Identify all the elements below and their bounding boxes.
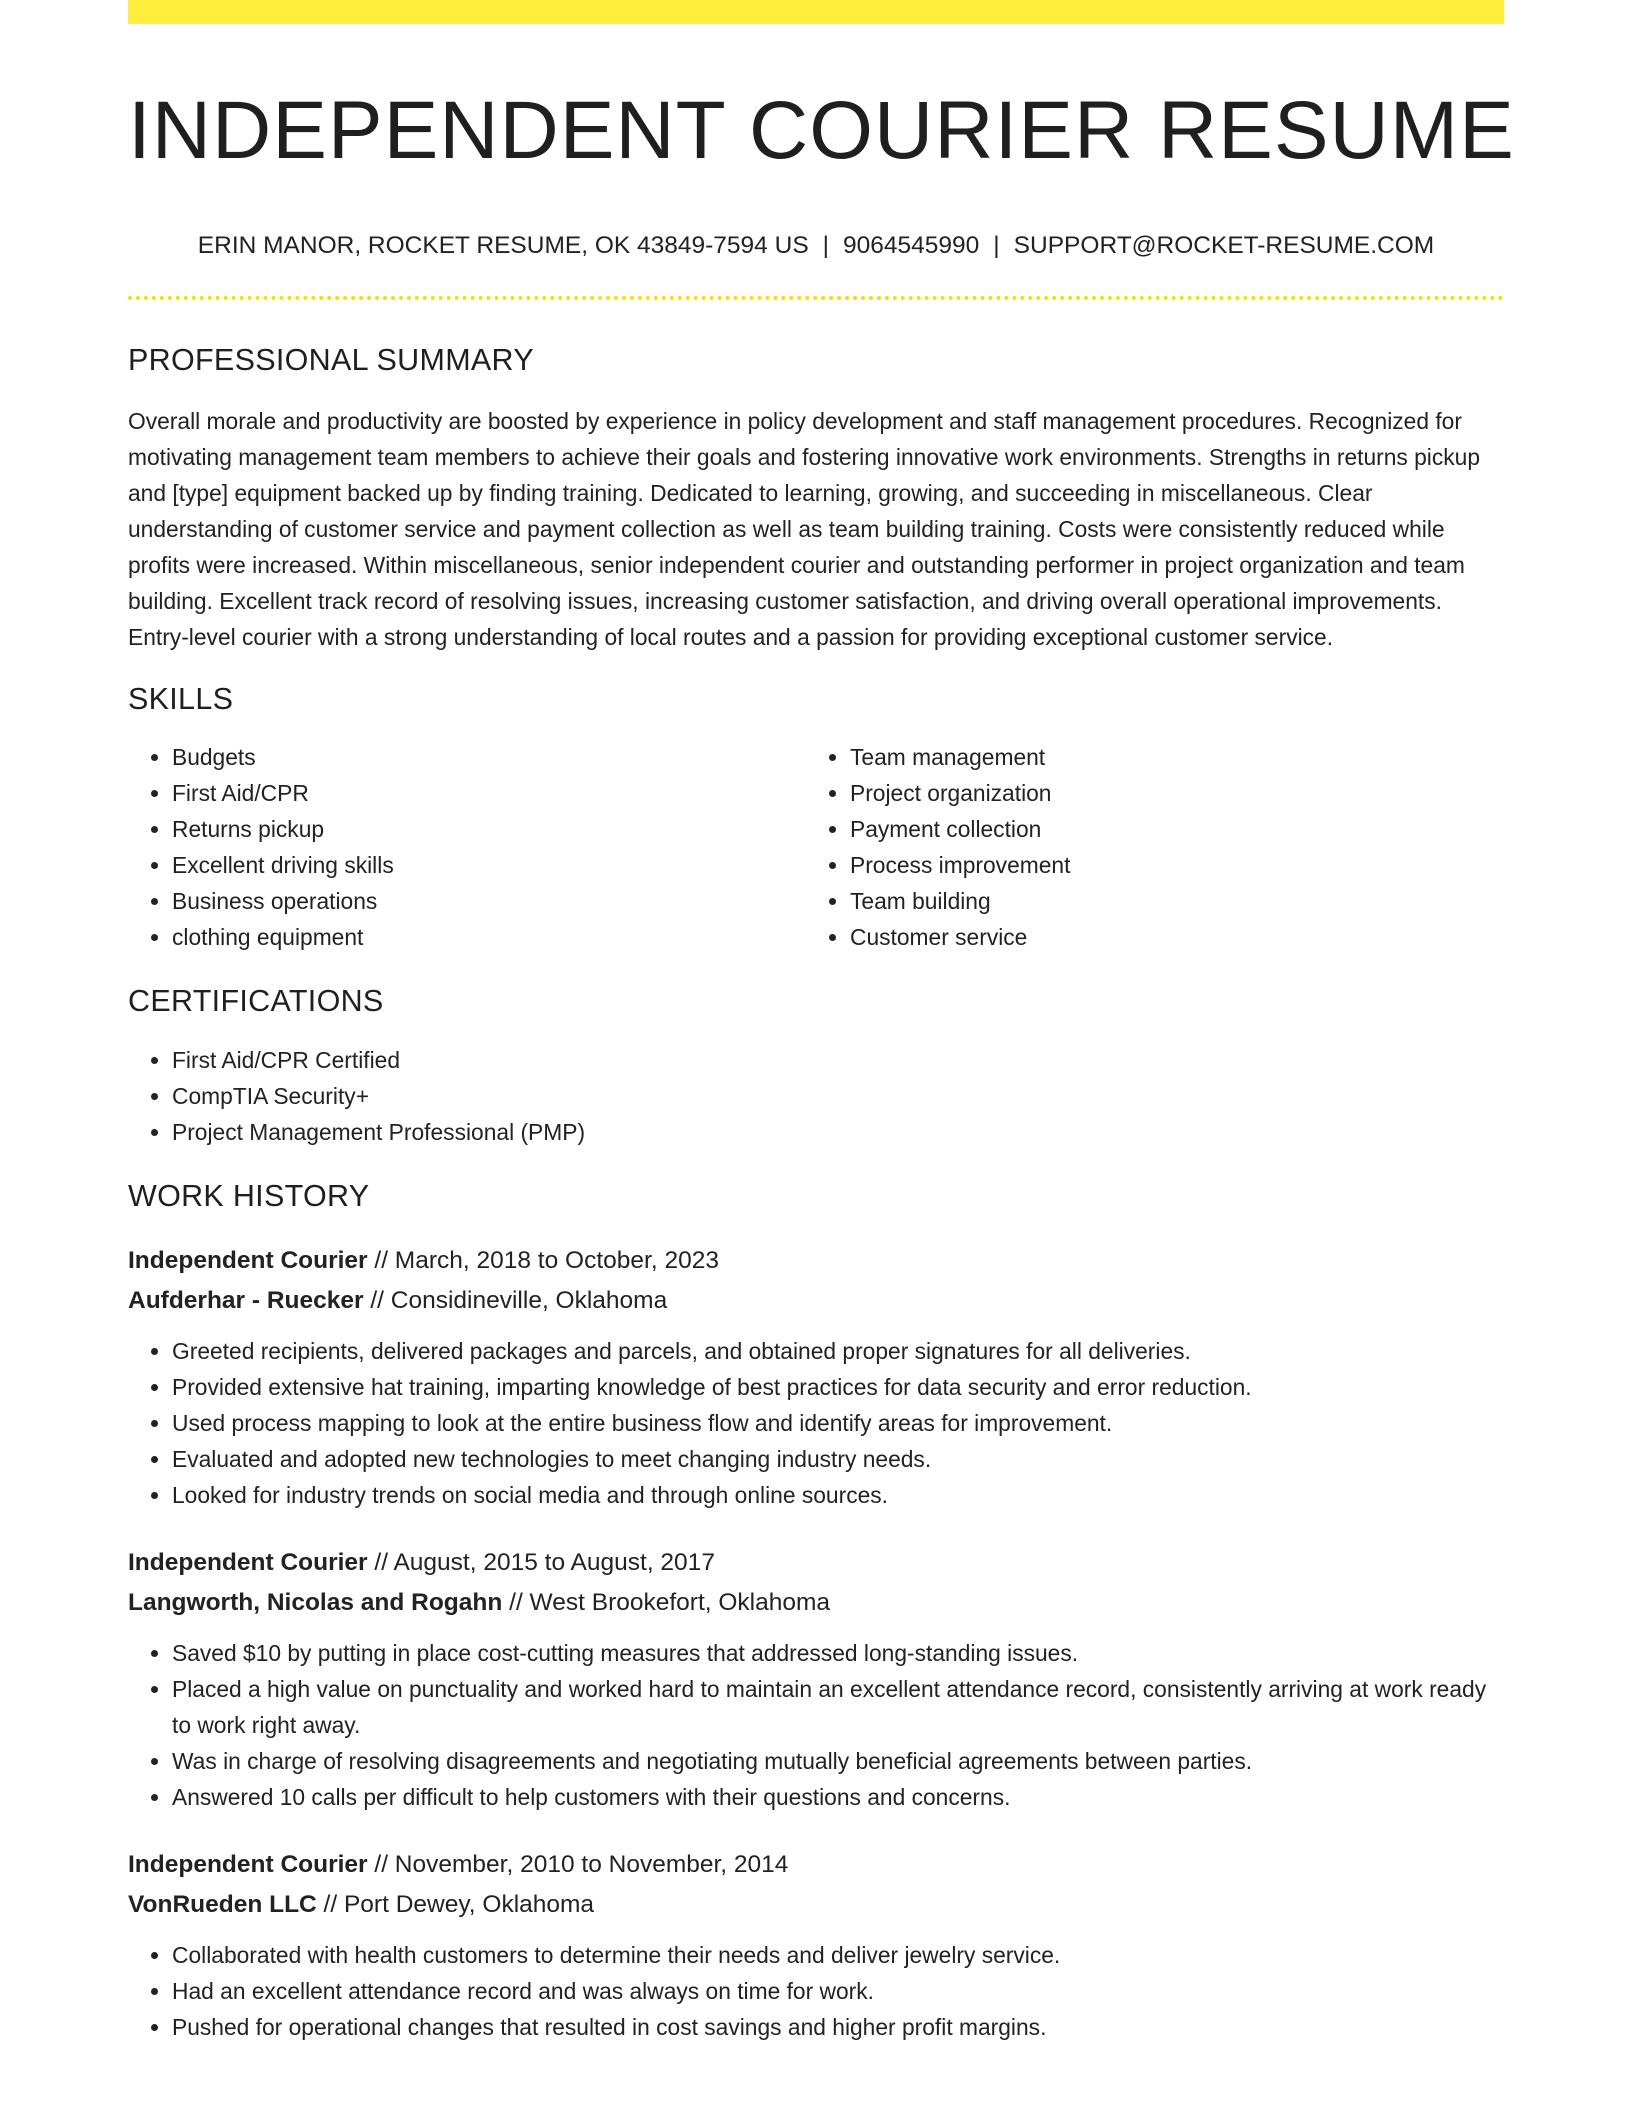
job-location: // Port Dewey, Oklahoma <box>323 1890 595 1918</box>
certification-item: • CompTIA Security+ <box>172 1078 1504 1114</box>
skills-list <box>128 739 1504 955</box>
job-title-line <box>128 1241 1504 1281</box>
job-bullet: • Was in charge of resolving disagreements and negotiating mutually beneficial agreements between parties. <box>172 1743 1504 1779</box>
job-company-line <box>128 1583 1504 1623</box>
job-bullet: • Had an excellent attendance record and was always on time for work. <box>172 1973 1504 2009</box>
job-bullet: • Evaluated and adopted new technologies to meet changing industry needs. <box>172 1441 1504 1477</box>
contact-separator: | <box>822 232 830 260</box>
job-dates: // November, 2010 to November, 2014 <box>374 1850 789 1878</box>
work-history-heading: WORK HISTORY <box>128 1179 370 1214</box>
job-bullets <box>128 1333 1504 1513</box>
job-location: // Considineville, Oklahoma <box>370 1286 668 1314</box>
skill-item: • Process improvement <box>850 847 1484 883</box>
job-title-line <box>128 1845 1504 1885</box>
skill-item: • Payment collection <box>850 811 1484 847</box>
skill-item: • First Aid/CPR <box>172 775 806 811</box>
skills-heading: SKILLS <box>128 681 234 716</box>
job-entry <box>128 1543 1504 1815</box>
job-bullet: • Greeted recipients, delivered packages and parcels, and obtained proper signatures for all deliveries. <box>172 1333 1504 1369</box>
skill-item: • Customer service <box>850 919 1484 955</box>
job-company: Langworth, Nicolas and Rogahn <box>128 1588 503 1616</box>
job-company: Aufderhar - Ruecker <box>128 1286 364 1314</box>
skill-item: • Team building <box>850 883 1484 919</box>
skills-column-left <box>128 739 806 955</box>
job-company: VonRueden LLC <box>128 1890 317 1918</box>
summary-heading: PROFESSIONAL SUMMARY <box>128 343 534 378</box>
certifications-heading: CERTIFICATIONS <box>128 984 384 1019</box>
job-bullet: • Placed a high value on punctuality and worked hard to maintain an excellent attendance record, consistently arriving at work ready to work right away. <box>172 1671 1504 1743</box>
job-title: Independent Courier <box>128 1850 368 1878</box>
resume-page <box>128 0 1515 2045</box>
job-company-line <box>128 1281 1504 1321</box>
skill-item: • clothing equipment <box>172 919 806 955</box>
job-bullet: • Saved $10 by putting in place cost-cutting measures that addressed long-standing issues. <box>172 1635 1504 1671</box>
job-title: Independent Courier <box>128 1246 368 1274</box>
job-bullet: • Answered 10 calls per difficult to help customers with their questions and concerns. <box>172 1779 1504 1815</box>
contact-line <box>128 232 1504 260</box>
job-bullets <box>128 1635 1504 1815</box>
job-entry <box>128 1241 1504 1513</box>
job-bullet: • Provided extensive hat training, imparting knowledge of best practices for data security and error reduction. <box>172 1369 1504 1405</box>
job-bullet: • Collaborated with health customers to determine their needs and deliver jewelry service. <box>172 1937 1504 1973</box>
summary-text: Overall morale and productivity are boosted by experience in policy development and staff management procedures. Recognized for motivating management team members to achieve their goals and fostering innovative work environments. Strengths in returns pickup and [type] equipment backed up by finding training. Dedicated to learning, growing, and succeeding in miscellaneous. Clear understanding of customer service and payment collection as well as team building training. Costs were consistently reduced while profits were increased. Within miscellaneous, senior independent courier and outstanding performer in project organization and team building. Excellent track record of resolving issues, increasing customer satisfaction, and driving overall operational improvements. Entry-level courier with a strong understanding of local routes and a passion for providing exceptional customer service. <box>128 407 1481 650</box>
job-bullets <box>128 1937 1504 2045</box>
contact-separator: | <box>993 232 1000 260</box>
contact-email: SUPPORT@ROCKET-RESUME.COM <box>1013 232 1435 260</box>
job-dates: // August, 2015 to August, 2017 <box>374 1548 715 1576</box>
skill-item: • Business operations <box>172 883 806 919</box>
accent-top-bar <box>128 0 1504 24</box>
contact-phone: 9064545990 <box>843 232 980 260</box>
certification-item: • First Aid/CPR Certified <box>172 1042 1504 1078</box>
job-title-line <box>128 1543 1504 1583</box>
certifications-list <box>128 1042 1504 1150</box>
job-dates: // March, 2018 to October, 2023 <box>374 1246 719 1274</box>
job-title: Independent Courier <box>128 1548 368 1576</box>
job-entry <box>128 1845 1504 2045</box>
skill-item: • Team management <box>850 739 1484 775</box>
skills-column-right <box>806 739 1484 955</box>
contact-address: ERIN MANOR, ROCKET RESUME, OK 43849-7594 US <box>197 232 809 260</box>
dotted-divider <box>128 296 1504 300</box>
job-location: // West Brookefort, Oklahoma <box>509 1588 831 1616</box>
skill-item: • Returns pickup <box>172 811 806 847</box>
skill-item: • Project organization <box>850 775 1484 811</box>
job-bullet: • Looked for industry trends on social media and through online sources. <box>172 1477 1504 1513</box>
resume-title: INDEPENDENT COURIER RESUME <box>128 85 1515 176</box>
job-bullet: • Used process mapping to look at the entire business flow and identify areas for improvement. <box>172 1405 1504 1441</box>
job-bullet: • Pushed for operational changes that resulted in cost savings and higher profit margins. <box>172 2009 1504 2045</box>
skill-item: • Excellent driving skills <box>172 847 806 883</box>
skill-item: • Budgets <box>172 739 806 775</box>
job-company-line <box>128 1885 1504 1925</box>
certification-item: • Project Management Professional (PMP) <box>172 1114 1504 1150</box>
